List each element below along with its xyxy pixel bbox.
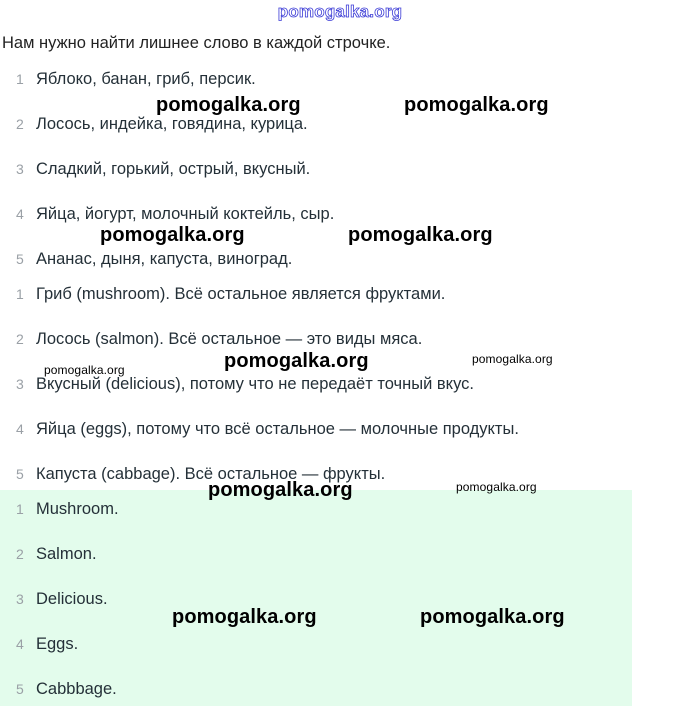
item-number: 3 <box>16 591 24 607</box>
item-text: Яйца (eggs), потому что всё остальное — молочные продукты. <box>36 419 519 438</box>
item-text: Cabbbage. <box>36 679 117 698</box>
answer-item <box>0 674 117 704</box>
item-text: Лосось, индейка, говядина, курица. <box>36 114 308 133</box>
item-text: Гриб (mushroom). Всё остальное является фруктами. <box>36 284 446 303</box>
site-logo: pomogalka.org <box>277 2 403 21</box>
item-number: 1 <box>16 71 24 87</box>
item-number: 4 <box>16 636 24 652</box>
answer-item <box>0 584 108 614</box>
question-item <box>0 154 310 184</box>
item-number: 2 <box>16 546 24 562</box>
watermark: pomogalka.org <box>472 352 553 366</box>
explanation-item <box>0 414 519 444</box>
watermark: pomogalka.org <box>224 350 369 372</box>
item-text: Eggs. <box>36 634 79 653</box>
watermark: pomogalka.org <box>456 480 537 494</box>
answer-item <box>0 629 78 659</box>
item-text: Яйца, йогурт, молочный коктейль, сыр. <box>36 204 335 223</box>
answer-item <box>0 539 97 569</box>
item-text: Яблоко, банан, гриб, персик. <box>36 69 256 88</box>
item-text: Капуста (cabbage). Всё остальное — фрукты. <box>36 464 386 483</box>
answer-item <box>0 494 119 524</box>
item-number: 1 <box>16 501 24 517</box>
item-number: 5 <box>16 466 24 482</box>
explanation-item <box>0 279 445 309</box>
item-text: Ананас, дыня, капуста, виноград. <box>36 249 293 268</box>
item-text: Delicious. <box>36 589 108 608</box>
item-number: 4 <box>16 421 24 437</box>
intro-text: Нам нужно найти лишнее слово в каждой строчке. <box>2 34 391 52</box>
item-number: 5 <box>16 681 24 697</box>
watermark: pomogalka.org <box>404 94 549 116</box>
item-number: 3 <box>16 161 24 177</box>
item-text: Сладкий, горький, острый, вкусный. <box>36 159 311 178</box>
item-number: 2 <box>16 116 24 132</box>
item-number: 3 <box>16 376 24 392</box>
item-text: Salmon. <box>36 544 97 563</box>
answers-panel <box>0 490 632 706</box>
watermark: pomogalka.org <box>172 606 317 628</box>
item-text: Вкусный (delicious), потому что не передаёт точный вкус. <box>36 374 474 393</box>
watermark: pomogalka.org <box>100 224 245 246</box>
item-number: 5 <box>16 251 24 267</box>
item-number: 1 <box>16 286 24 302</box>
question-item <box>0 64 256 94</box>
question-item <box>0 244 292 274</box>
item-text: Mushroom. <box>36 499 119 518</box>
watermark: pomogalka.org <box>348 224 493 246</box>
item-number: 4 <box>16 206 24 222</box>
item-number: 2 <box>16 331 24 347</box>
item-text: Лосось (salmon). Всё остальное — это виды мяса. <box>36 329 423 348</box>
watermark: pomogalka.org <box>420 606 565 628</box>
watermark: pomogalka.org <box>208 479 353 501</box>
watermark: pomogalka.org <box>44 363 125 377</box>
watermark: pomogalka.org <box>156 94 301 116</box>
